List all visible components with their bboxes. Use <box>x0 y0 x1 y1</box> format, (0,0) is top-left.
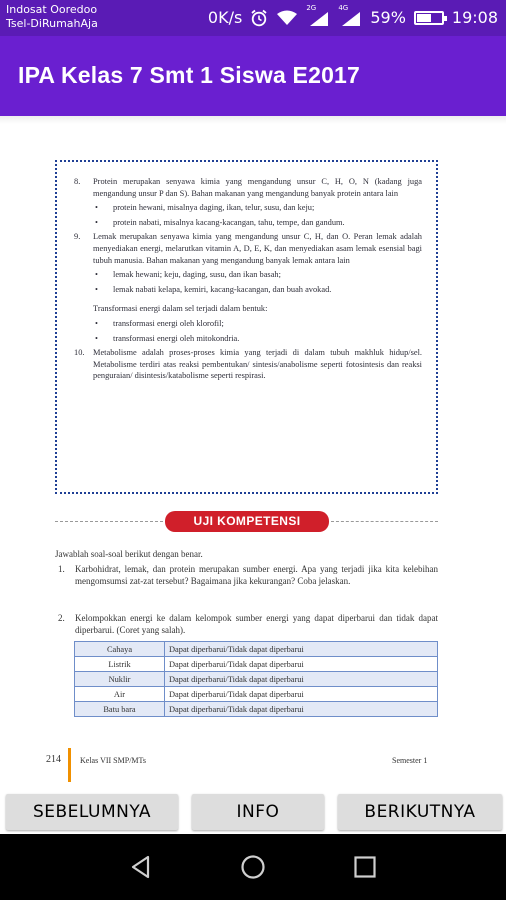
carrier-line-1: Indosat Ooredoo <box>6 3 98 16</box>
item-text: Lemak merupakan senyawa kimia yang mengandung unsur C, H, dan O. Peran lemak adalah menyediakan energi, melarutkan vitamin A, D, E, K, dan menyediakan asam lemak esensial bagi tubuh manusia. Bahan makanan yang mengandung banyak lemak antara lain <box>93 232 422 265</box>
energy-source: Batu bara <box>75 702 165 717</box>
previous-button[interactable]: SEBELUMNYA <box>6 794 178 830</box>
table-row <box>75 642 438 657</box>
energy-choice: Dapat diperbarui/Tidak dapat diperbarui <box>165 672 438 687</box>
navigation-buttons <box>0 786 506 834</box>
network-type-label: 2G <box>306 3 317 12</box>
signal-icon <box>338 10 362 26</box>
energy-table <box>74 641 438 717</box>
page-number: 214 <box>46 754 61 765</box>
info-button[interactable]: INFO <box>192 794 324 830</box>
carrier-line-2: Tsel-DiRumahAja <box>6 17 98 30</box>
bullet-dot: • <box>95 333 98 343</box>
energy-choice: Dapat diperbarui/Tidak dapat diperbarui <box>165 642 438 657</box>
table-row <box>75 687 438 702</box>
footer-semester: Semester 1 <box>392 756 428 765</box>
table-row <box>75 657 438 672</box>
bullet-dot: • <box>95 284 98 294</box>
energy-source: Air <box>75 687 165 702</box>
home-icon[interactable] <box>240 854 266 880</box>
energy-source: Nuklir <box>75 672 165 687</box>
item-number: 10. <box>74 348 85 358</box>
bullet-text: protein hewani, misalnya daging, ikan, telur, susu, dan keju; <box>113 203 315 213</box>
battery-icon <box>414 11 444 25</box>
battery-percent: 59% <box>370 8 406 27</box>
question-2 <box>55 612 438 636</box>
bullet-text: protein nabati, misalnya kacang-kacangan, tahu, tempe, dan gandum. <box>113 217 345 227</box>
status-icons <box>207 3 498 27</box>
bullet-item <box>71 318 422 330</box>
transform-heading: Transformasi energi dalam sel terjadi dalam bentuk: <box>93 304 268 314</box>
app-bar <box>0 36 506 116</box>
summary-box <box>55 160 438 494</box>
bullet-text: lemak nabati kelapa, kemiri, kacang-kacangan, dan buah avokad. <box>113 284 332 294</box>
section-badge: UJI KOMPETENSI <box>165 511 329 532</box>
bullet-text: transformasi energi oleh mitokondria. <box>113 333 240 343</box>
signal-group-1 <box>306 3 330 26</box>
summary-item-8 <box>71 176 422 199</box>
summary-content <box>71 176 422 382</box>
bullet-dot: • <box>95 217 98 227</box>
item-text: Metabolisme adalah proses-proses kimia yang terjadi di dalam tubuh makhluk hidup/sel. Metabolisme terdiri atas reaksi pembentukan/ sintesis/anabolisme seperti fotosintesis dan reaksi penguraian/ disintesis/katabolisme seperti respirasi. <box>93 348 422 381</box>
page-edge <box>0 116 506 124</box>
energy-source: Listrik <box>75 657 165 672</box>
clock: 19:08 <box>451 8 498 27</box>
question-1 <box>55 563 438 587</box>
summary-item-9 <box>71 231 422 266</box>
bullet-dot: • <box>95 270 98 280</box>
bullet-item <box>71 284 422 296</box>
signal-group-2 <box>338 3 362 26</box>
bullet-dot: • <box>95 318 98 328</box>
network-type-label: 4G <box>338 3 349 12</box>
footer-class-label: Kelas VII SMP/MTs <box>80 756 146 765</box>
system-nav-bar <box>0 834 506 900</box>
status-bar <box>0 0 506 36</box>
battery-fill <box>417 14 431 22</box>
bullet-item <box>71 269 422 281</box>
energy-choice: Dapat diperbarui/Tidak dapat diperbarui <box>165 687 438 702</box>
divider-left <box>55 521 163 522</box>
wifi-icon <box>276 10 298 26</box>
bullet-item <box>71 217 422 229</box>
next-button[interactable]: BERIKUTNYA <box>338 794 502 830</box>
bullet-text: transformasi energi oleh klorofil; <box>113 318 224 328</box>
book-page[interactable] <box>0 116 506 786</box>
summary-item-10 <box>71 347 422 382</box>
question-text: Kelompokkan energi ke dalam kelompok sumber energi yang dapat diperbarui dan tidak dapat diperbarui. (Coret yang salah). <box>75 613 438 635</box>
recents-icon[interactable] <box>352 854 378 880</box>
bullet-dot: • <box>95 203 98 213</box>
alarm-icon <box>250 9 268 27</box>
signal-icon <box>306 10 330 26</box>
item-number: 8. <box>74 177 81 186</box>
table-row <box>75 672 438 687</box>
questions-intro: Jawablah soal-soal berikut dengan benar. <box>55 549 203 559</box>
question-text: Karbohidrat, lemak, dan protein merupakan sumber energi. Apa yang terjadi jika kita kelebihan mengomsumsi zat-zat tersebut? Bagaimana jika kekurangan? Coba jelaskan. <box>75 564 438 586</box>
question-number: 2. <box>58 613 65 623</box>
back-icon[interactable] <box>128 854 154 880</box>
table-row <box>75 702 438 717</box>
item-number: 9. <box>74 232 81 242</box>
network-speed: 0K/s <box>207 8 243 27</box>
bullet-text: lemak hewani; keju, daging, susu, dan ikan basah; <box>113 270 281 280</box>
energy-source: Cahaya <box>75 642 165 657</box>
app-title: IPA Kelas 7 Smt 1 Siswa E2017 <box>18 62 361 88</box>
bullet-item <box>71 333 422 345</box>
footer-accent-bar <box>68 748 71 782</box>
energy-choice: Dapat diperbarui/Tidak dapat diperbarui <box>165 657 438 672</box>
divider-right <box>331 521 438 522</box>
item-text: Protein merupakan senyawa kimia yang mengandung unsur C, H, O, N (kadang juga mengandung unsur P dan S). Bahan makanan yang mengandung banyak protein antara lain <box>93 177 422 198</box>
carrier-info <box>6 3 98 31</box>
energy-choice: Dapat diperbarui/Tidak dapat diperbarui <box>165 702 438 717</box>
question-number: 1. <box>58 564 65 574</box>
bullet-item <box>71 202 422 214</box>
